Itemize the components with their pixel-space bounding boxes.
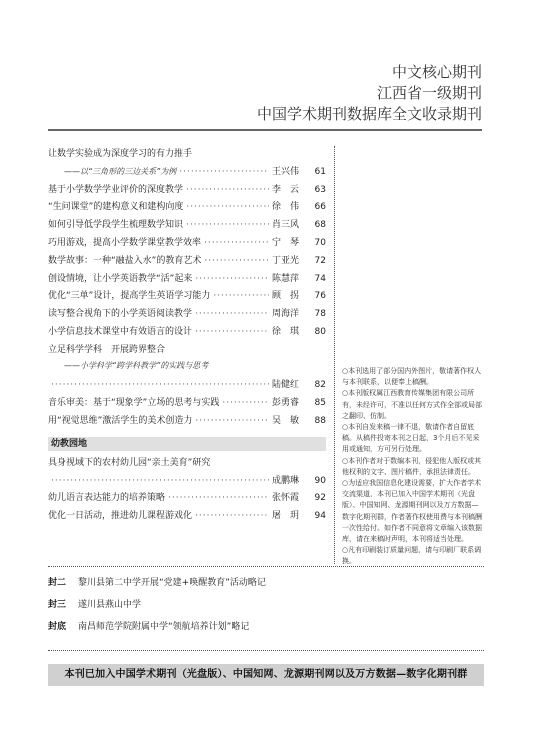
cover-label: 封三 [48,600,67,610]
leader-dots [168,493,269,503]
toc-author: 陆健红 [272,380,300,391]
leader-dots [195,274,269,284]
toc-entry[interactable]: 优化一日活动，推进幼儿课程游戏化 ····· 屠 玥 94 [48,508,326,526]
leader-dots [195,416,269,426]
header-line-database: 中国学术期刊数据库全文收录期刊 [256,105,482,123]
toc-entry[interactable]: 基于小学数学学业评价的深度教学 ····· 李 云 63 [48,182,326,200]
toc-entry[interactable]: 幼儿语言表达能力的培养策略 ····· 张怀霞 92 [48,490,326,508]
leader-dots [186,220,269,230]
toc-author: 周海洋 [272,309,300,320]
notice-item: ○本刊作者对于数编本刊，侵犯他人版权或其他权利的文字、图片稿件，承担法律责任。 [342,456,482,476]
toc-entry[interactable]: 创设情境，让小学英语教学“活”起来 ····· 陈慧萍 74 [48,271,326,289]
cover-divider-bottom [48,650,484,651]
database-banner: 本刊已加入中国学术期刊（光盘版）、中国知网、龙源期刊网以及万方数据—数字化期刊群 [48,664,484,686]
toc-entry[interactable]: 数学故事：一种“融盐入水”的教育艺术 ····· 丁亚光 72 [48,253,326,271]
toc-page: 82 [314,380,326,391]
toc-entry[interactable]: 读写整合视角下的小学英语阅读教学 ····· 周海洋 78 [48,306,326,324]
notice-item: ○本刊选用了部分国内外图片，敬请著作权人与本刊联系，以便奉上稿酬。 [342,367,482,387]
cover-text: 南昌师范学院附属中学“领航培养计划”略记 [78,622,250,632]
notice-item: ○凡有印刷装订质量问题，请与印刷厂联系调换。 [342,546,482,566]
toc-page: 68 [314,220,326,231]
toc-author: 成鹏琳 [272,475,300,486]
toc-entry[interactable]: “生问课堂”的建构意义和建构向度 ····· 徐 伟 66 [48,199,326,217]
notice-item: ○本刊自发来稿一律不退，敬请作者自留底稿。从稿件投寄本刊之日起，3个月后不见采用或通知，方可另行处理。 [342,423,480,454]
leader-dots [51,380,269,390]
toc-page: 80 [314,326,326,337]
section-heading-preschool: 幼教园地 [48,437,326,451]
toc-page: 78 [314,309,326,320]
toc-entry[interactable]: 音乐审美：基于“现象学”立场的思考与实践 ····· 彭勇睿 85 [48,395,326,413]
notice-item: ○本刊版权属江西教育传媒集团有限公司所有，未经许可，不准以任何方式作全部或局部之翻印、仿制。 [342,389,482,420]
toc-page: 61 [314,166,326,177]
toc-page: 85 [314,398,326,409]
table-of-contents [48,146,326,526]
toc-entry[interactable]: 优化“三单”设计，提高学生英语学习能力 ····· 顾 拐 76 [48,288,326,306]
toc-page: 66 [314,202,326,213]
toc-author: 张怀霞 [272,493,300,504]
toc-page: 94 [314,511,326,522]
toc-author: 彭勇睿 [272,398,300,409]
cover-pages [48,572,266,638]
leader-dots [179,167,269,177]
leader-dots [51,476,269,486]
toc-page: 72 [314,255,326,266]
toc-page: 74 [314,273,326,284]
toc-author: 徐 琪 [272,326,300,337]
toc-entry[interactable] [48,377,326,395]
toc-entry[interactable]: 如何引导低学段学生梳理数学知识 ····· 肖三风 68 [48,217,326,235]
journal-header [257,62,482,125]
toc-entry[interactable]: ——以“三角形的三边关系”为例 ····· 王兴伟 61 [48,164,326,182]
toc-author: 陈慧萍 [272,273,300,284]
toc-entry[interactable] [48,473,326,491]
leader-dots [186,202,269,212]
toc-entry[interactable]: 让数学实验成为深度学习的有力推手 [48,149,193,159]
leader-dots [195,327,269,337]
toc-author: 丁亚光 [272,255,300,266]
cover-row [48,572,266,594]
toc-page: 63 [314,184,326,195]
notice-item: ○为适应我国信息化建设需要，扩大作者学术交流渠道，本刊已加入中国学术期刊（光盘版）、中国知网、龙源期刊网以及万方数据—数字化期刊群，作者著作权使用费与本刊稿酬一次性给付。如作者不同意将文章编入该数据库，请在来稿时声明，本刊将适当处理。 [342,479,482,544]
toc-page: 76 [314,291,326,302]
cover-row [48,616,266,638]
header-divider [48,129,482,131]
leader-dots [195,511,269,521]
leader-dots [195,309,269,319]
leader-dots [204,238,269,248]
cover-label: 封底 [48,622,67,632]
cover-row [48,594,266,616]
toc-author: 顾 拐 [272,291,300,302]
toc-author: 肖三风 [272,220,300,231]
toc-page: 92 [314,493,326,504]
cover-text: 黎川县第二中学开展“党建+唤醒教育”活动略记 [78,578,266,588]
leader-dots [204,256,269,266]
cover-divider-top [48,566,484,567]
toc-entry[interactable]: 用“视觉思维”激活学生的美术创造力 ····· 吴 敏 88 [48,413,326,431]
cover-text: 遂川县燕山中学 [78,600,142,610]
toc-entry[interactable]: 小学信息技术课堂中有效语言的设计 ····· 徐 琪 80 [48,324,326,342]
leader-dots [213,291,269,301]
toc-page: 90 [314,475,326,486]
header-line-core-journal: 中文核心期刊 [391,63,482,81]
toc-entry[interactable]: 立足科学学科 开展跨界整合 [48,344,166,355]
editorial-notice [342,366,484,568]
toc-author: 屠 玥 [272,511,300,522]
header-line-provincial: 江西省一级期刊 [376,84,482,102]
toc-author: 徐 伟 [272,202,300,213]
toc-page: 88 [314,415,326,426]
toc-page: 70 [314,237,326,248]
toc-entry[interactable]: 具身视域下的农村幼儿园“亲土美育”研究 [48,457,211,468]
cover-label: 封二 [48,578,67,588]
column-divider [334,146,335,564]
toc-entry[interactable]: 巧用游戏，提高小学数学课堂教学效率 ····· 宁 琴 70 [48,235,326,253]
toc-author: 李 云 [272,184,300,195]
toc-author: 吴 敏 [272,415,300,426]
leader-dots [186,185,269,195]
toc-entry[interactable]: ——小学科学“跨学科教学”的实践与思考 [64,360,209,370]
leader-dots [222,398,269,408]
toc-author: 宁 琴 [272,237,300,248]
toc-author: 王兴伟 [272,166,300,177]
